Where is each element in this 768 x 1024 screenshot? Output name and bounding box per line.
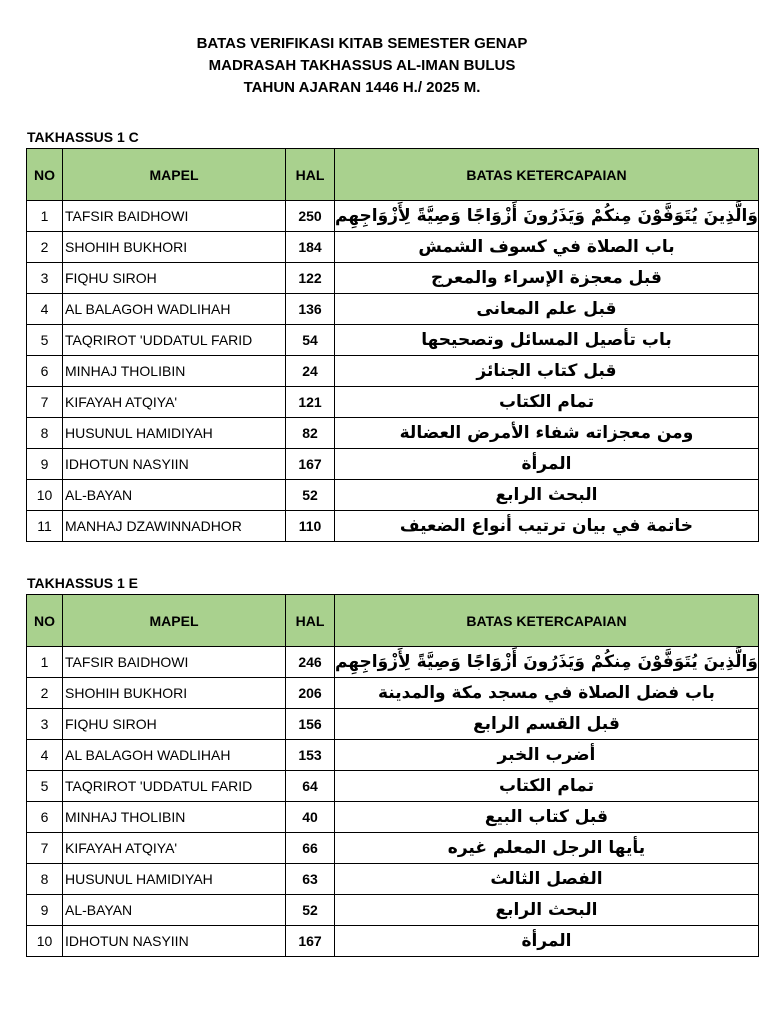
cell-mapel: SHOHIH BUKHORI	[63, 232, 286, 263]
cell-hal: 206	[286, 678, 335, 709]
cell-hal: 246	[286, 647, 335, 678]
header-batas: BATAS KETERCAPAIAN	[335, 595, 759, 647]
cell-batas: تمام الكتاب	[335, 771, 759, 802]
title-line-3: TAHUN AJARAN 1446 H./ 2025 M.	[243, 79, 481, 96]
cell-mapel: FIQHU SIROH	[63, 263, 286, 294]
cell-batas: ومن معجزاته شفاء الأمرض العضالة	[335, 418, 759, 449]
cell-hal: 121	[286, 387, 335, 418]
cell-mapel: TAFSIR BAIDHOWI	[63, 201, 286, 232]
cell-mapel: IDHOTUN NASYIIN	[63, 926, 286, 957]
table-row	[27, 201, 759, 232]
cell-batas: وَالَّذِينَ يُتَوَفَّوْنَ مِنكُمْ وَيَذَرُونَ أَزْوَاجًا وَصِيَّةً لِأَزْوَاجِهِم	[335, 647, 759, 678]
cell-no: 11	[27, 511, 63, 542]
cell-mapel: AL-BAYAN	[63, 895, 286, 926]
header-hal: HAL	[286, 149, 335, 201]
cell-batas: المرأة	[335, 926, 759, 957]
cell-mapel: TAQRIROT 'UDDATUL FARID	[63, 771, 286, 802]
cell-no: 5	[27, 771, 63, 802]
cell-batas: قبل القسم الرابع	[335, 709, 759, 740]
cell-mapel: HUSUNUL HAMIDIYAH	[63, 864, 286, 895]
header-batas: BATAS KETERCAPAIAN	[335, 149, 759, 201]
cell-no: 8	[27, 864, 63, 895]
header-no: NO	[27, 595, 63, 647]
document-title	[0, 33, 724, 99]
table-header-row	[27, 595, 759, 647]
table-row	[27, 926, 759, 957]
cell-batas: قبل علم المعانى	[335, 294, 759, 325]
cell-no: 10	[27, 480, 63, 511]
cell-mapel: IDHOTUN NASYIIN	[63, 449, 286, 480]
cell-batas: باب فضل الصلاة في مسجد مكة والمدينة	[335, 678, 759, 709]
cell-hal: 52	[286, 895, 335, 926]
table-row	[27, 771, 759, 802]
cell-batas: الفصل الثالث	[335, 864, 759, 895]
cell-no: 7	[27, 833, 63, 864]
cell-no: 9	[27, 449, 63, 480]
cell-mapel: HUSUNUL HAMIDIYAH	[63, 418, 286, 449]
progress-table	[26, 594, 759, 957]
cell-no: 1	[27, 201, 63, 232]
table-row	[27, 678, 759, 709]
cell-hal: 66	[286, 833, 335, 864]
cell-no: 4	[27, 294, 63, 325]
cell-mapel: AL BALAGOH WADLIHAH	[63, 740, 286, 771]
cell-no: 2	[27, 678, 63, 709]
table-row	[27, 387, 759, 418]
title-line-1: BATAS VERIFIKASI KITAB SEMESTER GENAP	[196, 35, 528, 52]
cell-hal: 153	[286, 740, 335, 771]
cell-mapel: FIQHU SIROH	[63, 709, 286, 740]
cell-hal: 184	[286, 232, 335, 263]
cell-hal: 24	[286, 356, 335, 387]
section-label: TAKHASSUS 1 E	[27, 575, 138, 591]
cell-mapel: TAFSIR BAIDHOWI	[63, 647, 286, 678]
cell-hal: 156	[286, 709, 335, 740]
table-row	[27, 833, 759, 864]
cell-hal: 167	[286, 926, 335, 957]
cell-batas: قبل كتاب البيع	[335, 802, 759, 833]
header-hal: HAL	[286, 595, 335, 647]
table-row	[27, 895, 759, 926]
cell-hal: 136	[286, 294, 335, 325]
table-row	[27, 740, 759, 771]
cell-batas: البحث الرابع	[335, 480, 759, 511]
cell-mapel: KIFAYAH ATQIYA'	[63, 833, 286, 864]
cell-batas: خاتمة في بيان ترتيب أنواع الضعيف	[335, 511, 759, 542]
cell-hal: 250	[286, 201, 335, 232]
cell-no: 4	[27, 740, 63, 771]
cell-batas: المرأة	[335, 449, 759, 480]
cell-no: 6	[27, 356, 63, 387]
cell-hal: 52	[286, 480, 335, 511]
cell-mapel: TAQRIROT 'UDDATUL FARID	[63, 325, 286, 356]
cell-mapel: AL-BAYAN	[63, 480, 286, 511]
table-row	[27, 709, 759, 740]
table-row	[27, 356, 759, 387]
cell-batas: وَالَّذِينَ يُتَوَفَّوْنَ مِنكُمْ وَيَذَرُونَ أَزْوَاجًا وَصِيَّةً لِأَزْوَاجِهِم	[335, 201, 759, 232]
cell-batas: تمام الكتاب	[335, 387, 759, 418]
cell-hal: 63	[286, 864, 335, 895]
cell-mapel: SHOHIH BUKHORI	[63, 678, 286, 709]
cell-no: 10	[27, 926, 63, 957]
cell-no: 9	[27, 895, 63, 926]
cell-hal: 82	[286, 418, 335, 449]
cell-mapel: MANHAJ DZAWINNADHOR	[63, 511, 286, 542]
cell-hal: 110	[286, 511, 335, 542]
cell-batas: البحث الرابع	[335, 895, 759, 926]
cell-batas: باب الصلاة في كسوف الشمش	[335, 232, 759, 263]
cell-no: 5	[27, 325, 63, 356]
header-mapel: MAPEL	[63, 595, 286, 647]
table-row	[27, 480, 759, 511]
cell-no: 1	[27, 647, 63, 678]
table-row	[27, 232, 759, 263]
table-row	[27, 263, 759, 294]
table-row	[27, 864, 759, 895]
cell-batas: باب تأصيل المسائل وتصحيحها	[335, 325, 759, 356]
cell-batas: أضرب الخبر	[335, 740, 759, 771]
table-row	[27, 647, 759, 678]
table-row	[27, 449, 759, 480]
table-row	[27, 418, 759, 449]
cell-mapel: AL BALAGOH WADLIHAH	[63, 294, 286, 325]
cell-hal: 122	[286, 263, 335, 294]
cell-no: 6	[27, 802, 63, 833]
table-row	[27, 802, 759, 833]
cell-batas: قبل معجزة الإسراء والمعرج	[335, 263, 759, 294]
cell-batas: يأيها الرجل المعلم غيره	[335, 833, 759, 864]
title-line-2: MADRASAH TAKHASSUS AL-IMAN BULUS	[208, 57, 516, 74]
cell-batas: قبل كتاب الجنائز	[335, 356, 759, 387]
progress-table	[26, 148, 759, 542]
cell-no: 7	[27, 387, 63, 418]
cell-mapel: MINHAJ THOLIBIN	[63, 802, 286, 833]
section-label: TAKHASSUS 1 C	[27, 129, 139, 145]
table-row	[27, 294, 759, 325]
cell-no: 2	[27, 232, 63, 263]
header-no: NO	[27, 149, 63, 201]
cell-no: 3	[27, 709, 63, 740]
header-mapel: MAPEL	[63, 149, 286, 201]
cell-no: 8	[27, 418, 63, 449]
table-row	[27, 511, 759, 542]
table-header-row	[27, 149, 759, 201]
table-row	[27, 325, 759, 356]
cell-hal: 54	[286, 325, 335, 356]
cell-no: 3	[27, 263, 63, 294]
cell-mapel: MINHAJ THOLIBIN	[63, 356, 286, 387]
cell-mapel: KIFAYAH ATQIYA'	[63, 387, 286, 418]
cell-hal: 167	[286, 449, 335, 480]
cell-hal: 40	[286, 802, 335, 833]
cell-hal: 64	[286, 771, 335, 802]
